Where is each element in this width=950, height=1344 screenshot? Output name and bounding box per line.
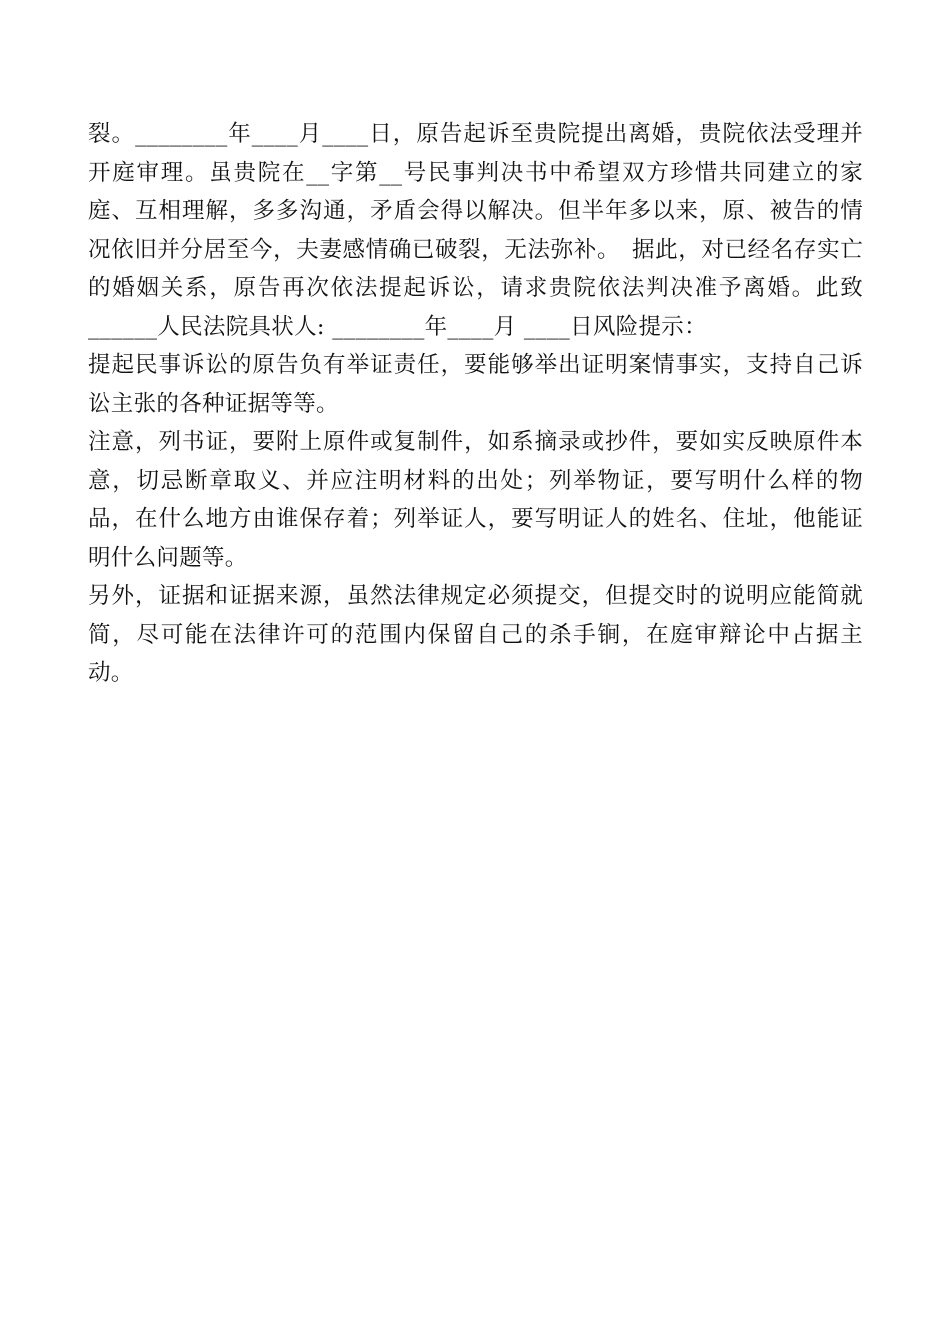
document-body — [88, 115, 863, 693]
paragraph-evidence-strategy: 另外，证据和证据来源，虽然法律规定必须提交，但提交时的说明应能简就简，尽可能在法律许可的范围内保留自己的杀手锏，在庭审辩论中占据主动。 — [88, 583, 863, 686]
paragraph-evidence-notes: 注意，列书证，要附上原件或复制件，如系摘录或抄件，要如实反映原件本意，切忌断章取义、并应注明材料的出处；列举物证，要写明什么样的物品，在什么地方由谁保存着；列举证人，要写明证人的姓名、住址，他能证明什么问题等。 — [88, 429, 863, 571]
paragraph-complaint-text: 裂。________年____月____日，原告起诉至贵院提出离婚，贵院依法受理并开庭审理。虽贵院在__字第__号民事判决书中希望双方珍惜共同建立的家庭、互相理解，多多沟通，矛盾会得以解决。但半年多以来，原、被告的情况依旧并分居至今，夫妻感情确已破裂，无法弥补。 据此，对已经名存实亡的婚姻关系，原告再次依法提起诉讼，请求贵院依法判决准予离婚。此致______人民法院具状人: ________年____月 ____日风险提示： — [88, 121, 863, 340]
paragraph-burden-of-proof: 提起民事诉讼的原告负有举证责任，要能够举出证明案情事实，支持自己诉讼主张的各种证据等等。 — [88, 352, 863, 417]
